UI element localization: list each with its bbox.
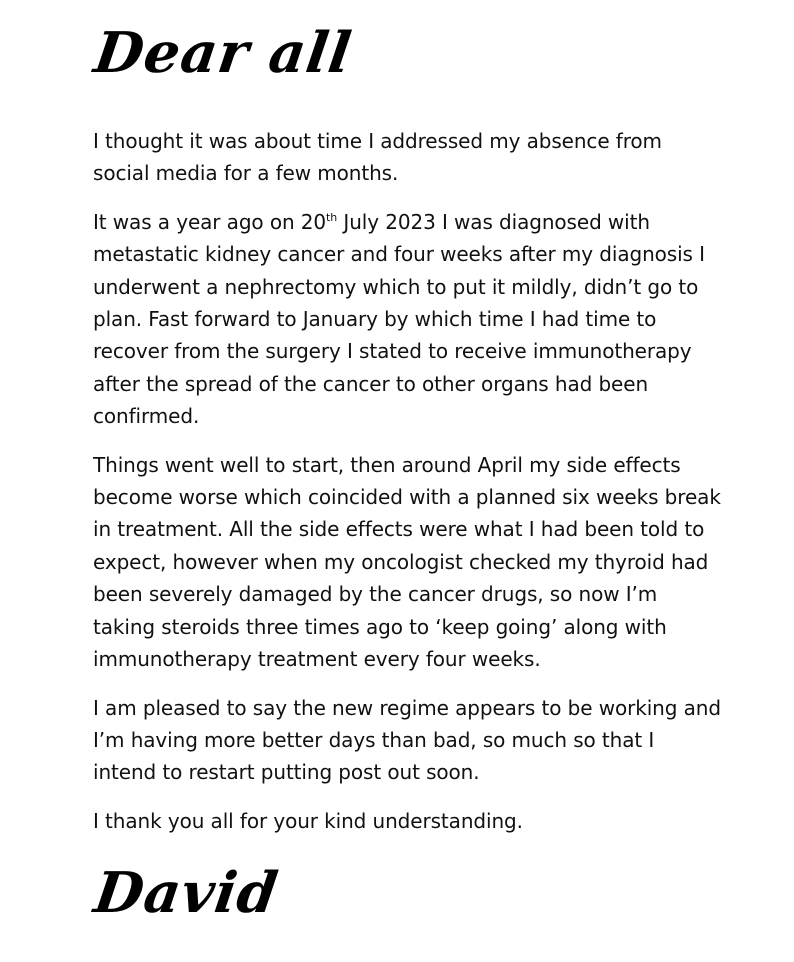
paragraph-side-effects: Things went well to start, then around April my side effects become worse which coincided with a planned six weeks break in treatment. All the side effects were what I had been told to expect, however when my oncologist checked my thyroid had been severely damaged by the cancer drugs, so now I’m taking steroids three times ago to ‘keep going’ along with immunotherapy treatment every four weeks. xyxy=(93,452,721,672)
signature: David xyxy=(90,860,283,926)
paragraph-thanks: I thank you all for your kind understanding. xyxy=(93,808,523,833)
paragraph-new-regime: I am pleased to say the new regime appears to be working and I’m having more better days than bad, so much so that I intend to restart putting post out soon. xyxy=(93,695,721,785)
paragraph-absence: I thought it was about time I addressed my absence from social media for a few months. xyxy=(93,129,662,186)
ordinal-suffix: th xyxy=(326,210,338,224)
salutation: Dear all xyxy=(90,20,356,86)
letter-body xyxy=(93,125,721,853)
diagnosis-text-start: It was a year ago on 20 xyxy=(93,209,327,234)
diagnosis-text-rest: July 2023 I was diagnosed with metastatic kidney cancer and four weeks after my diagnosis I underwent a nephrectomy which to put it mildly, didn’t go to plan. Fast forward to January by which time I had time to recover from the surgery I stated to receive immunotherapy after the spread of the cancer to other organs had been confirmed. xyxy=(93,209,705,429)
paragraph-diagnosis xyxy=(93,206,721,433)
